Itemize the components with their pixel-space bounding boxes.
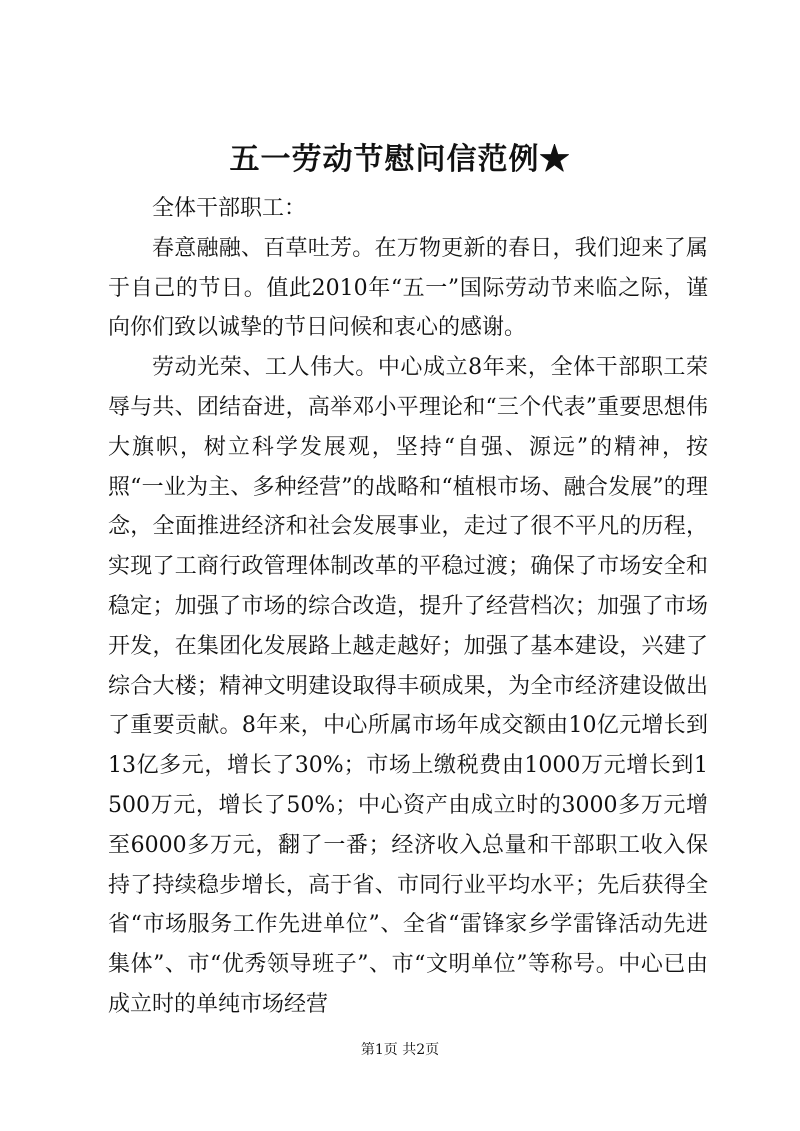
document-body (108, 189, 708, 1025)
document-title: 五一劳动节慰问信范例★ (229, 142, 571, 177)
paragraph-1: 春意融融、百草吐芳。在万物更新的春日，我们迎来了属于自己的节日。值此2010年“五一”国际劳动节来临之际，谨向你们致以诚挚的节日问候和衷心的感谢。 (108, 235, 708, 341)
page-number: 第1页 共2页 (360, 1042, 440, 1058)
salutation: 全体干部职工： (152, 196, 307, 221)
paragraph-2: 劳动光荣、工人伟大。中心成立8年来，全体干部职工荣辱与共、团结奋进，高举邓小平理论和“三个代表”重要思想伟大旗帜，树立科学发展观，坚持“自强、源远”的精神，按照“一业为主、多种经营”的战略和“植根市场、融合发展”的理念，全面推进经济和社会发展事业，走过了很不平凡的历程，实现了工商行政管理体制改革的平稳过渡；确保了市场安全和稳定；加强了市场的综合改造，提升了经营档次；加强了市场开发，在集团化发展路上越走越好；加强了基本建设，兴建了综合大楼；精神文明建设取得丰硕成果，为全市经济建设做出了重要贡献。8年来，中心所属市场年成交额由10亿元增长到13亿多元，增长了30%；市场上缴税费由1000万元增长到1500万元，增长了50%；中心资产由成立时的3000多万元增至6000多万元，翻了一番；经济收入总量和干部职工收入保持了持续稳步增长，高于省、市同行业平均水平；先后获得全省“市场服务工作先进单位”、全省“雷锋家乡学雷锋活动先进集体”、市“优秀领导班子”、市“文明单位”等称号。中心已由成立时的单纯市场经营 (108, 355, 708, 1017)
